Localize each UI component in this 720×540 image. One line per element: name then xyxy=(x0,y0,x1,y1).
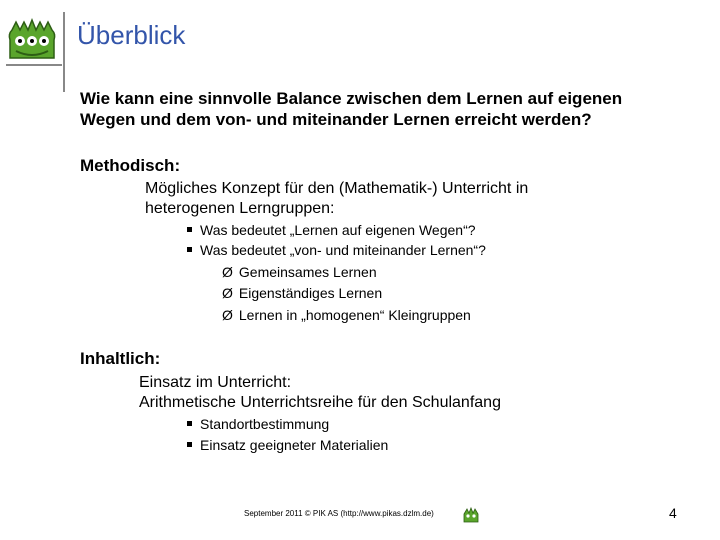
method-sub-item-2: Ø Eigenständiges Lernen xyxy=(222,285,383,301)
content-desc-line-2: Arithmetische Unterrichtsreihe für den Schulanfang xyxy=(139,394,501,411)
slide-title: Überblick xyxy=(77,20,186,50)
header-horizontal-divider xyxy=(6,64,62,66)
question-line-2: Wegen und dem von- und miteinander Lernen erreicht werden? xyxy=(80,110,592,129)
footer-text: September 2011 © PIK AS (http://www.pikas.dzlm.de) xyxy=(244,509,434,518)
arrow-bullet-icon: Ø xyxy=(222,264,233,280)
square-bullet-icon xyxy=(187,227,192,232)
content-bullet-1: Standortbestimmung xyxy=(187,416,329,432)
arrow-bullet-icon: Ø xyxy=(222,307,233,323)
method-heading: Methodisch: xyxy=(80,156,181,175)
content-bullet-2: Einsatz geeigneter Materialien xyxy=(187,437,388,453)
method-description xyxy=(145,179,528,219)
method-desc-line-2: heterogenen Lerngruppen: xyxy=(145,200,335,217)
method-bullet-1: Was bedeutet „Lernen auf eigenen Wegen“? xyxy=(187,222,476,238)
method-sub-item-3: Ø Lernen in „homogenen“ Kleingruppen xyxy=(222,307,471,323)
pikas-small-logo-icon xyxy=(461,505,481,525)
page-number: 4 xyxy=(669,505,677,521)
method-sub-item-1: Ø Gemeinsames Lernen xyxy=(222,264,377,280)
content-description xyxy=(139,373,501,413)
square-bullet-icon xyxy=(187,442,192,447)
square-bullet-icon xyxy=(187,421,192,426)
arrow-bullet-icon: Ø xyxy=(222,285,233,301)
guiding-question xyxy=(80,88,622,130)
content-heading: Inhaltlich: xyxy=(80,349,161,368)
question-line-1: Wie kann eine sinnvolle Balance zwischen dem Lernen auf eigenen xyxy=(80,89,623,108)
content-desc-line-1: Einsatz im Unterricht: xyxy=(139,374,292,391)
square-bullet-icon xyxy=(187,247,192,252)
pikas-logo-icon xyxy=(6,14,58,66)
header-vertical-divider xyxy=(63,12,65,92)
method-desc-line-1: Mögliches Konzept für den (Mathematik-) Unterricht in xyxy=(145,180,529,197)
method-bullet-2: Was bedeutet „von- und miteinander Lernen“? xyxy=(187,242,486,258)
